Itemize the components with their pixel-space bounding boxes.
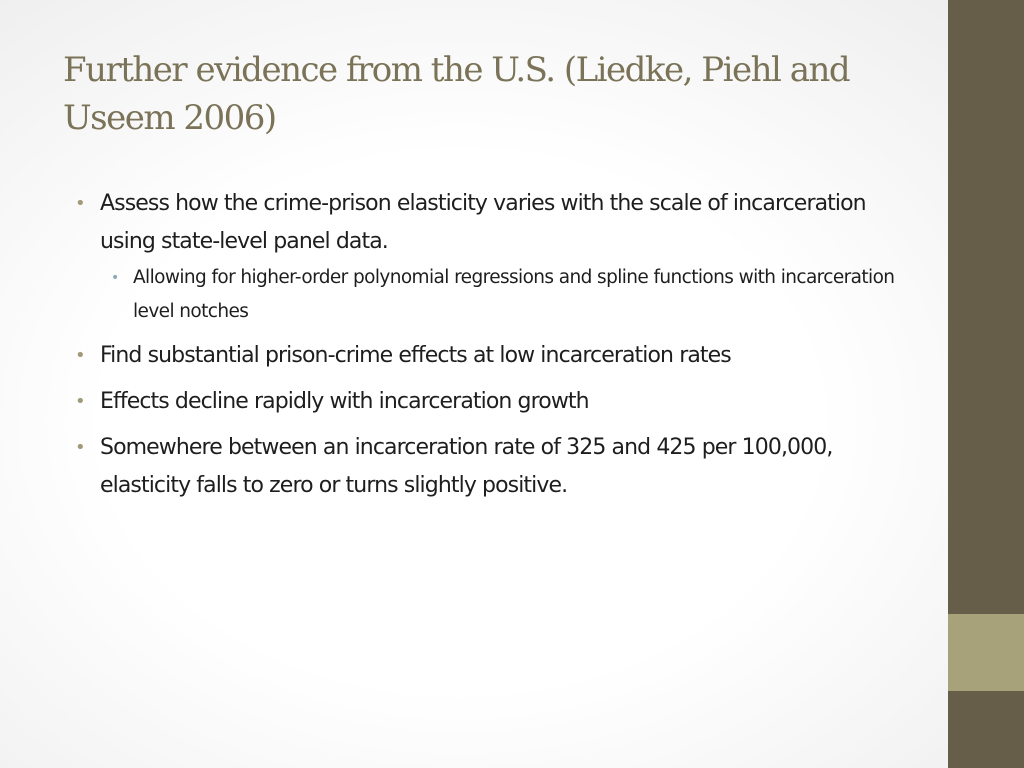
bullet-item xyxy=(72,185,912,329)
sub-bullet-list xyxy=(100,261,912,329)
bullet-text: Find substantial prison-crime effects at low incarceration rates xyxy=(100,343,731,368)
bullet-item xyxy=(72,429,912,505)
bullet-text: Effects decline rapidly with incarceration growth xyxy=(100,389,589,414)
slide-title: Further evidence from the U.S. (Liedke, Piehl and Useem 2006) xyxy=(63,50,850,138)
bullet-dot-icon: • xyxy=(75,193,85,214)
bullet-list xyxy=(72,185,912,513)
bullet-item xyxy=(72,337,912,375)
bullet-text: Somewhere between an incarceration rate of 325 and 425 per 100,000, elasticity falls to zero or turns slightly positive. xyxy=(100,435,833,498)
bullet-text: Assess how the crime-prison elasticity varies with the scale of incarceration using state-level panel data. xyxy=(100,191,866,254)
bullet-dot-icon: • xyxy=(75,391,85,412)
sub-bullet-item xyxy=(100,261,912,329)
sidebar-accent-block xyxy=(948,614,1024,691)
bullet-item xyxy=(72,383,912,421)
sub-bullet-text: Allowing for higher-order polynomial regressions and spline functions with incarceration level notches xyxy=(133,267,895,322)
bullet-dot-icon: • xyxy=(75,437,85,458)
sub-bullet-dot-icon: • xyxy=(111,270,119,286)
bullet-dot-icon: • xyxy=(75,345,85,366)
